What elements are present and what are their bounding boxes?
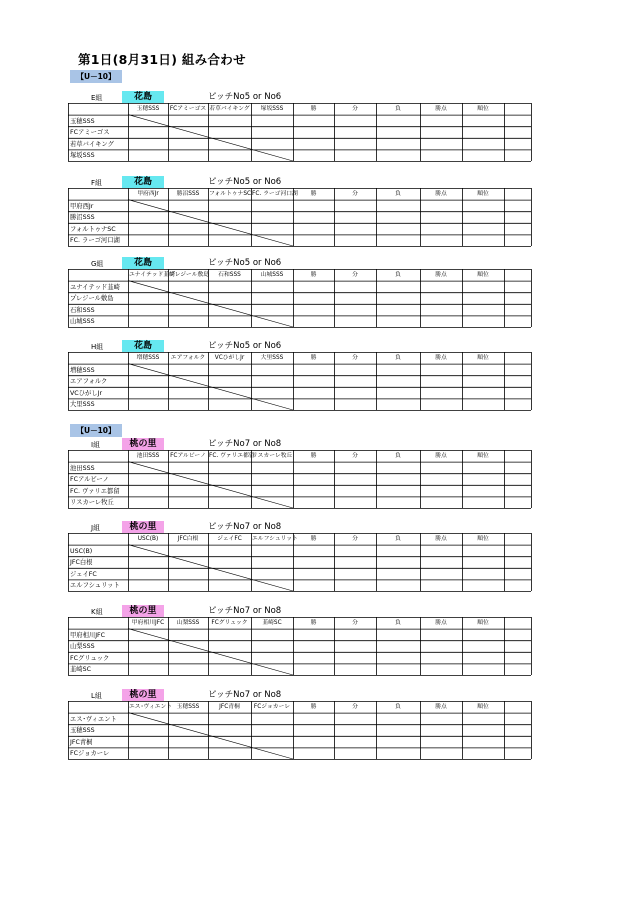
column-header-team: ユナイテッド韮崎 <box>129 272 175 278</box>
column-header-team: 石和SSS <box>218 272 241 278</box>
row-team-name: FCジョカーレ <box>70 750 110 758</box>
column-header-stat: 負 <box>395 453 401 459</box>
column-header-team: 勝沼SSS <box>176 191 200 197</box>
column-header-stat: 負 <box>395 620 401 626</box>
row-team-name: 塚坂SSS <box>70 152 95 160</box>
row-team-name: フォルトゥナSC <box>70 225 116 233</box>
group-label: E組 <box>91 94 103 102</box>
column-header-stat: 分 <box>352 453 358 459</box>
column-header-stat: 分 <box>352 620 358 626</box>
group-label: F組 <box>91 179 103 187</box>
group-label: L組 <box>91 692 102 700</box>
row-team-name: エス･ヴィエント <box>70 715 117 723</box>
column-header-stat: 順位 <box>477 191 489 197</box>
row-team-name: 石和SSS <box>70 306 95 314</box>
column-header-stat: 勝点 <box>435 106 447 112</box>
row-team-name: ユナイテッド韮崎 <box>70 283 120 291</box>
column-header-team: FCアルビーノ <box>170 453 206 459</box>
diagonal-line <box>128 364 293 410</box>
group-block <box>0 605 636 685</box>
column-header-stat: 分 <box>352 704 358 710</box>
venue-badge: 花島 <box>122 176 164 188</box>
column-header-stat: 順位 <box>477 536 489 542</box>
diagonal-line <box>128 281 293 327</box>
row-team-name: 若草バイキング <box>70 140 114 148</box>
diagonal-line <box>128 629 293 675</box>
pitch-label: ピッチNo7 or No8 <box>208 606 282 616</box>
group-label: J組 <box>91 524 101 532</box>
row-team-name: FC. ラーゴ河口湖 <box>70 237 120 245</box>
row-team-name: エルフシュリット <box>70 582 120 590</box>
group-block <box>0 257 636 337</box>
column-header-team: FCアミーゴス <box>169 106 207 112</box>
column-header-stat: 勝点 <box>435 620 447 626</box>
row-team-name: FC. ヴァリエ都留 <box>70 487 120 495</box>
row-team-name: 韮崎SC <box>70 666 91 674</box>
column-header-stat: 順位 <box>477 272 489 278</box>
pitch-label: ピッチNo5 or No6 <box>208 258 282 268</box>
column-header-stat: 勝 <box>310 620 317 626</box>
row-team-name: FCアミーゴス <box>70 129 110 137</box>
row-team-name: 山梨SSS <box>70 643 95 651</box>
column-header-stat: 順位 <box>477 453 489 459</box>
column-header-team: FC. ヴァリエ都留 <box>209 453 255 459</box>
column-header-team: 山城SSS <box>260 272 284 278</box>
column-header-stat: 負 <box>395 106 401 112</box>
group-label: K組 <box>91 608 103 616</box>
column-header-team: JFC白根 <box>177 536 199 542</box>
row-team-name: 甲府相川JFC <box>70 631 106 639</box>
diagonal-line <box>128 115 293 161</box>
column-header-team: リスカーレ牧丘 <box>252 453 293 459</box>
row-team-name: 大里SSS <box>70 401 95 409</box>
column-header-stat: 負 <box>395 272 401 278</box>
row-team-name: リスカーレ牧丘 <box>70 499 114 507</box>
venue-badge: 花島 <box>122 91 164 103</box>
row-team-name: 玉穂SSS <box>70 727 95 735</box>
column-header-stat: 勝 <box>310 536 317 542</box>
group-label: G組 <box>91 260 104 268</box>
column-header-team: VCひがしJr <box>214 355 245 361</box>
column-header-stat: 順位 <box>477 106 489 112</box>
column-header-team: FCグリュック <box>211 620 248 626</box>
diagonal-line <box>128 200 293 246</box>
division-label: 【U－10】 <box>70 424 122 437</box>
column-header-team: 甲府相川JFC <box>131 620 165 626</box>
venue-badge: 花島 <box>122 340 164 352</box>
group-label: H組 <box>91 343 104 351</box>
row-team-name: 増穂SSS <box>70 366 95 374</box>
column-header-stat: 順位 <box>477 355 489 361</box>
column-header-stat: 勝点 <box>435 536 447 542</box>
group-block <box>0 689 636 769</box>
column-header-stat: 順位 <box>477 620 489 626</box>
column-header-stat: 勝点 <box>435 453 447 459</box>
column-header-stat: 分 <box>352 272 358 278</box>
column-header-stat: 勝点 <box>435 355 447 361</box>
column-header-team: 玉穂SSS <box>136 106 160 112</box>
row-team-name: JFC青桐 <box>70 738 93 746</box>
group-block <box>0 176 636 256</box>
column-header-team: 甲府西Jr <box>137 191 159 197</box>
diagonal-line <box>128 545 293 591</box>
column-header-stat: 負 <box>395 191 401 197</box>
column-header-team: FC. ラーゴ河口湖 <box>252 191 298 197</box>
column-header-team: 増穂SSS <box>136 355 160 361</box>
column-header-stat: 勝 <box>310 272 317 278</box>
pitch-label: ピッチNo5 or No6 <box>208 92 282 102</box>
column-header-stat: 分 <box>352 106 358 112</box>
group-label: I組 <box>91 441 101 449</box>
diagonal-line <box>128 462 293 508</box>
group-block <box>0 521 636 601</box>
column-header-stat: 勝 <box>310 191 317 197</box>
column-header-team: USC(B) <box>137 536 159 542</box>
column-header-team: プレジール敷島 <box>169 272 210 278</box>
row-team-name: VCひがしJr <box>70 389 103 397</box>
column-header-team: FCジョカーレ <box>253 704 291 710</box>
pitch-label: ピッチNo5 or No6 <box>208 341 282 351</box>
venue-badge: 桃の里 <box>122 438 164 450</box>
group-block <box>0 438 636 518</box>
row-team-name: USC(B) <box>70 547 93 555</box>
pitch-label: ピッチNo7 or No8 <box>208 439 282 449</box>
column-header-stat: 勝点 <box>435 191 447 197</box>
row-team-name: 甲府西Jr <box>70 202 94 210</box>
column-header-team: エス･ヴィエント <box>129 704 173 710</box>
venue-badge: 花島 <box>122 257 164 269</box>
venue-badge: 桃の里 <box>122 521 164 533</box>
column-header-team: 池田SSS <box>136 453 160 459</box>
column-header-team: ジェイFC <box>217 536 242 542</box>
pitch-label: ピッチNo7 or No8 <box>208 690 282 700</box>
column-header-stat: 分 <box>352 191 358 197</box>
row-team-name: JFC白根 <box>70 559 93 567</box>
column-header-stat: 勝点 <box>435 272 447 278</box>
column-header-team: 若草バイキング <box>209 106 250 112</box>
column-header-stat: 負 <box>395 536 401 542</box>
row-team-name: 勝沼SSS <box>70 214 95 222</box>
column-header-team: 玉穂SSS <box>176 704 200 710</box>
row-team-name: FCアルビーノ <box>70 476 109 484</box>
row-team-name: プレジール敷島 <box>70 295 114 303</box>
row-team-name: 山城SSS <box>70 318 95 326</box>
row-team-name: ジェイFC <box>70 570 97 578</box>
venue-badge: 桃の里 <box>122 689 164 701</box>
column-header-stat: 勝 <box>310 453 317 459</box>
column-header-team: 大里SSS <box>260 355 284 361</box>
pitch-label: ピッチNo7 or No8 <box>208 522 282 532</box>
diagonal-line <box>128 713 293 759</box>
row-team-name: エアフォルク <box>70 378 108 386</box>
group-block <box>0 91 636 171</box>
row-team-name: FCグリュック <box>70 654 110 662</box>
page-title: 第1日(8月31日) 組み合わせ <box>78 52 246 67</box>
venue-badge: 桃の里 <box>122 605 164 617</box>
column-header-stat: 分 <box>352 355 358 361</box>
row-team-name: 玉穂SSS <box>70 117 95 125</box>
column-header-team: 山梨SSS <box>176 620 200 626</box>
column-header-team: エルフシュリット <box>252 536 298 542</box>
division-label: 【U－10】 <box>70 70 122 83</box>
column-header-stat: 勝 <box>310 355 317 361</box>
column-header-team: 塚坂SSS <box>260 106 284 112</box>
column-header-stat: 勝 <box>310 704 317 710</box>
pitch-label: ピッチNo5 or No6 <box>208 177 282 187</box>
column-header-stat: 順位 <box>477 704 489 710</box>
group-block <box>0 340 636 420</box>
column-header-team: 韮崎SC <box>262 620 282 626</box>
column-header-team: フォルトゥナSC <box>209 191 252 197</box>
row-team-name: 池田SSS <box>70 464 95 472</box>
column-header-stat: 勝 <box>310 106 317 112</box>
column-header-stat: 分 <box>352 536 358 542</box>
column-header-team: エアフォルク <box>170 355 206 361</box>
column-header-team: JFC青桐 <box>219 704 240 710</box>
column-header-stat: 勝点 <box>435 704 447 710</box>
column-header-stat: 負 <box>395 704 401 710</box>
column-header-stat: 負 <box>395 355 401 361</box>
